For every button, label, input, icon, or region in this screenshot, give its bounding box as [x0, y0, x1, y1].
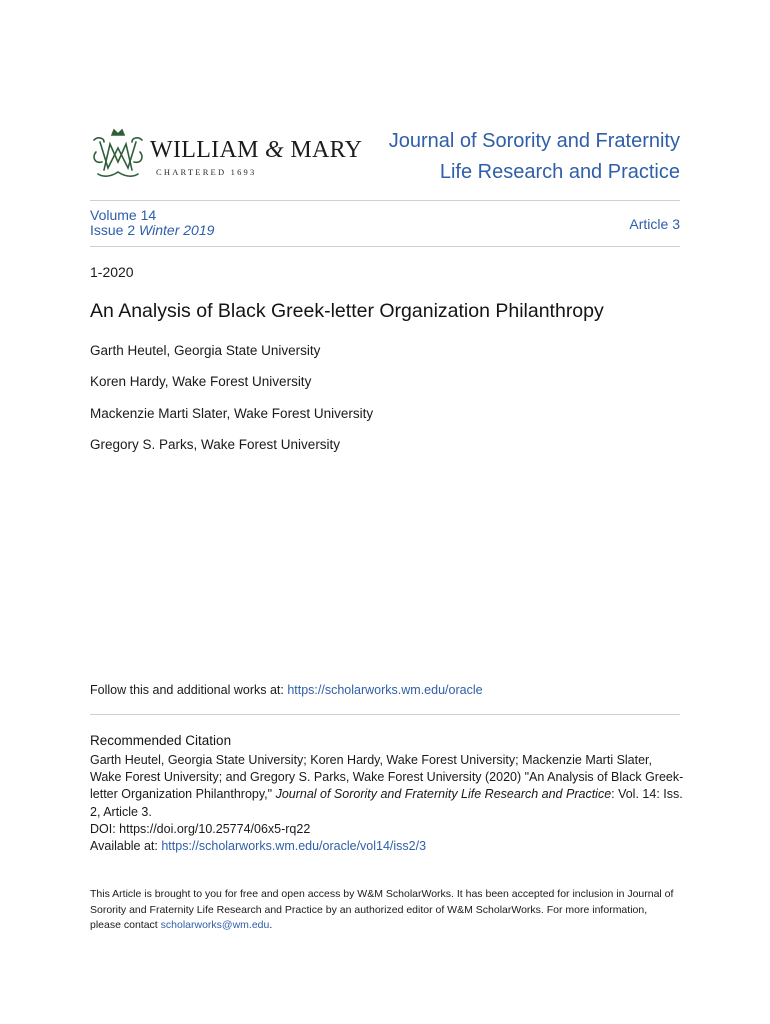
journal-title-line2: Life Research and Practice: [439, 161, 680, 183]
citation-volume: : Vol. 14: Iss. 2, Article 3.: [90, 787, 683, 819]
citation-journal: Journal of Sorority and Fraternity Life Research and Practice: [275, 787, 612, 802]
recommended-citation-heading: Recommended Citation: [90, 733, 232, 748]
article-title: An Analysis of Black Greek-letter Organization Philanthropy: [90, 300, 604, 322]
follow-label: Follow this and additional works at:: [90, 683, 288, 697]
open-access-notice: This Article is brought to you for free and open access by W&M ScholarWorks. It has been accepted for inclusion in Journal of Sorority and Fraternity Life Research and Practice by an authorized editor of W&M ScholarWorks. For more information, please contact scholarworks@wm.edu.: [90, 888, 674, 931]
citation-available: [90, 838, 685, 855]
volume-link[interactable]: Volume 14: [90, 207, 157, 223]
recommended-citation: [90, 752, 685, 855]
publication-date: 1-2020: [90, 264, 134, 280]
available-label: Available at:: [90, 839, 162, 854]
journal-title-link[interactable]: [350, 126, 680, 188]
citation-doi: DOI: https://doi.org/10.25774/06x5-rq22: [90, 821, 311, 836]
follow-link[interactable]: https://scholarworks.wm.edu/oracle: [287, 683, 483, 697]
volume-issue-block: [90, 208, 214, 238]
william-mary-logo[interactable]: [90, 126, 365, 182]
contact-email-link[interactable]: scholarworks@wm.edu: [160, 919, 270, 931]
logo-subtitle: CHARTERED 1693: [156, 167, 257, 177]
follow-works-line: [90, 683, 483, 697]
article-number-link[interactable]: Article 3: [629, 216, 680, 232]
divider: [90, 200, 680, 201]
citation-text: Garth Heutel, Georgia State University; Koren Hardy, Wake Forest University; Mackenzie Marti Slater, Wake Forest University; and Gregory S. Parks, Wake Forest University (2020) "An Analysis of Black Greek-letter Organization Philanthropy,": [90, 753, 684, 802]
issue-link[interactable]: Issue 2 Winter 2019: [90, 222, 215, 238]
author-item: Garth Heutel, Georgia State University: [90, 343, 321, 358]
author-item: Koren Hardy, Wake Forest University: [90, 374, 312, 390]
divider: [90, 714, 680, 715]
journal-title-line1: Journal of Sorority and Fraternity: [388, 130, 680, 152]
cypher-crest-icon: [90, 126, 146, 182]
notice-text: This Article is brought to you for free and open access by W&M ScholarWorks. It has been accepted for inclusion in Journal of Sorority and Fraternity Life Research and Practice by an authorized editor of W&M ScholarWorks. For more information, please contact: [90, 888, 674, 931]
divider: [90, 246, 680, 247]
author-item: Mackenzie Marti Slater, Wake Forest University: [90, 405, 374, 421]
author-list: [90, 343, 373, 468]
available-link[interactable]: https://scholarworks.wm.edu/oracle/vol14/iss2/3: [161, 839, 427, 854]
logo-wordmark: WILLIAM & MARY: [150, 137, 363, 163]
author-item: Gregory S. Parks, Wake Forest University: [90, 436, 341, 452]
issue-season: Winter 2019: [139, 222, 215, 238]
